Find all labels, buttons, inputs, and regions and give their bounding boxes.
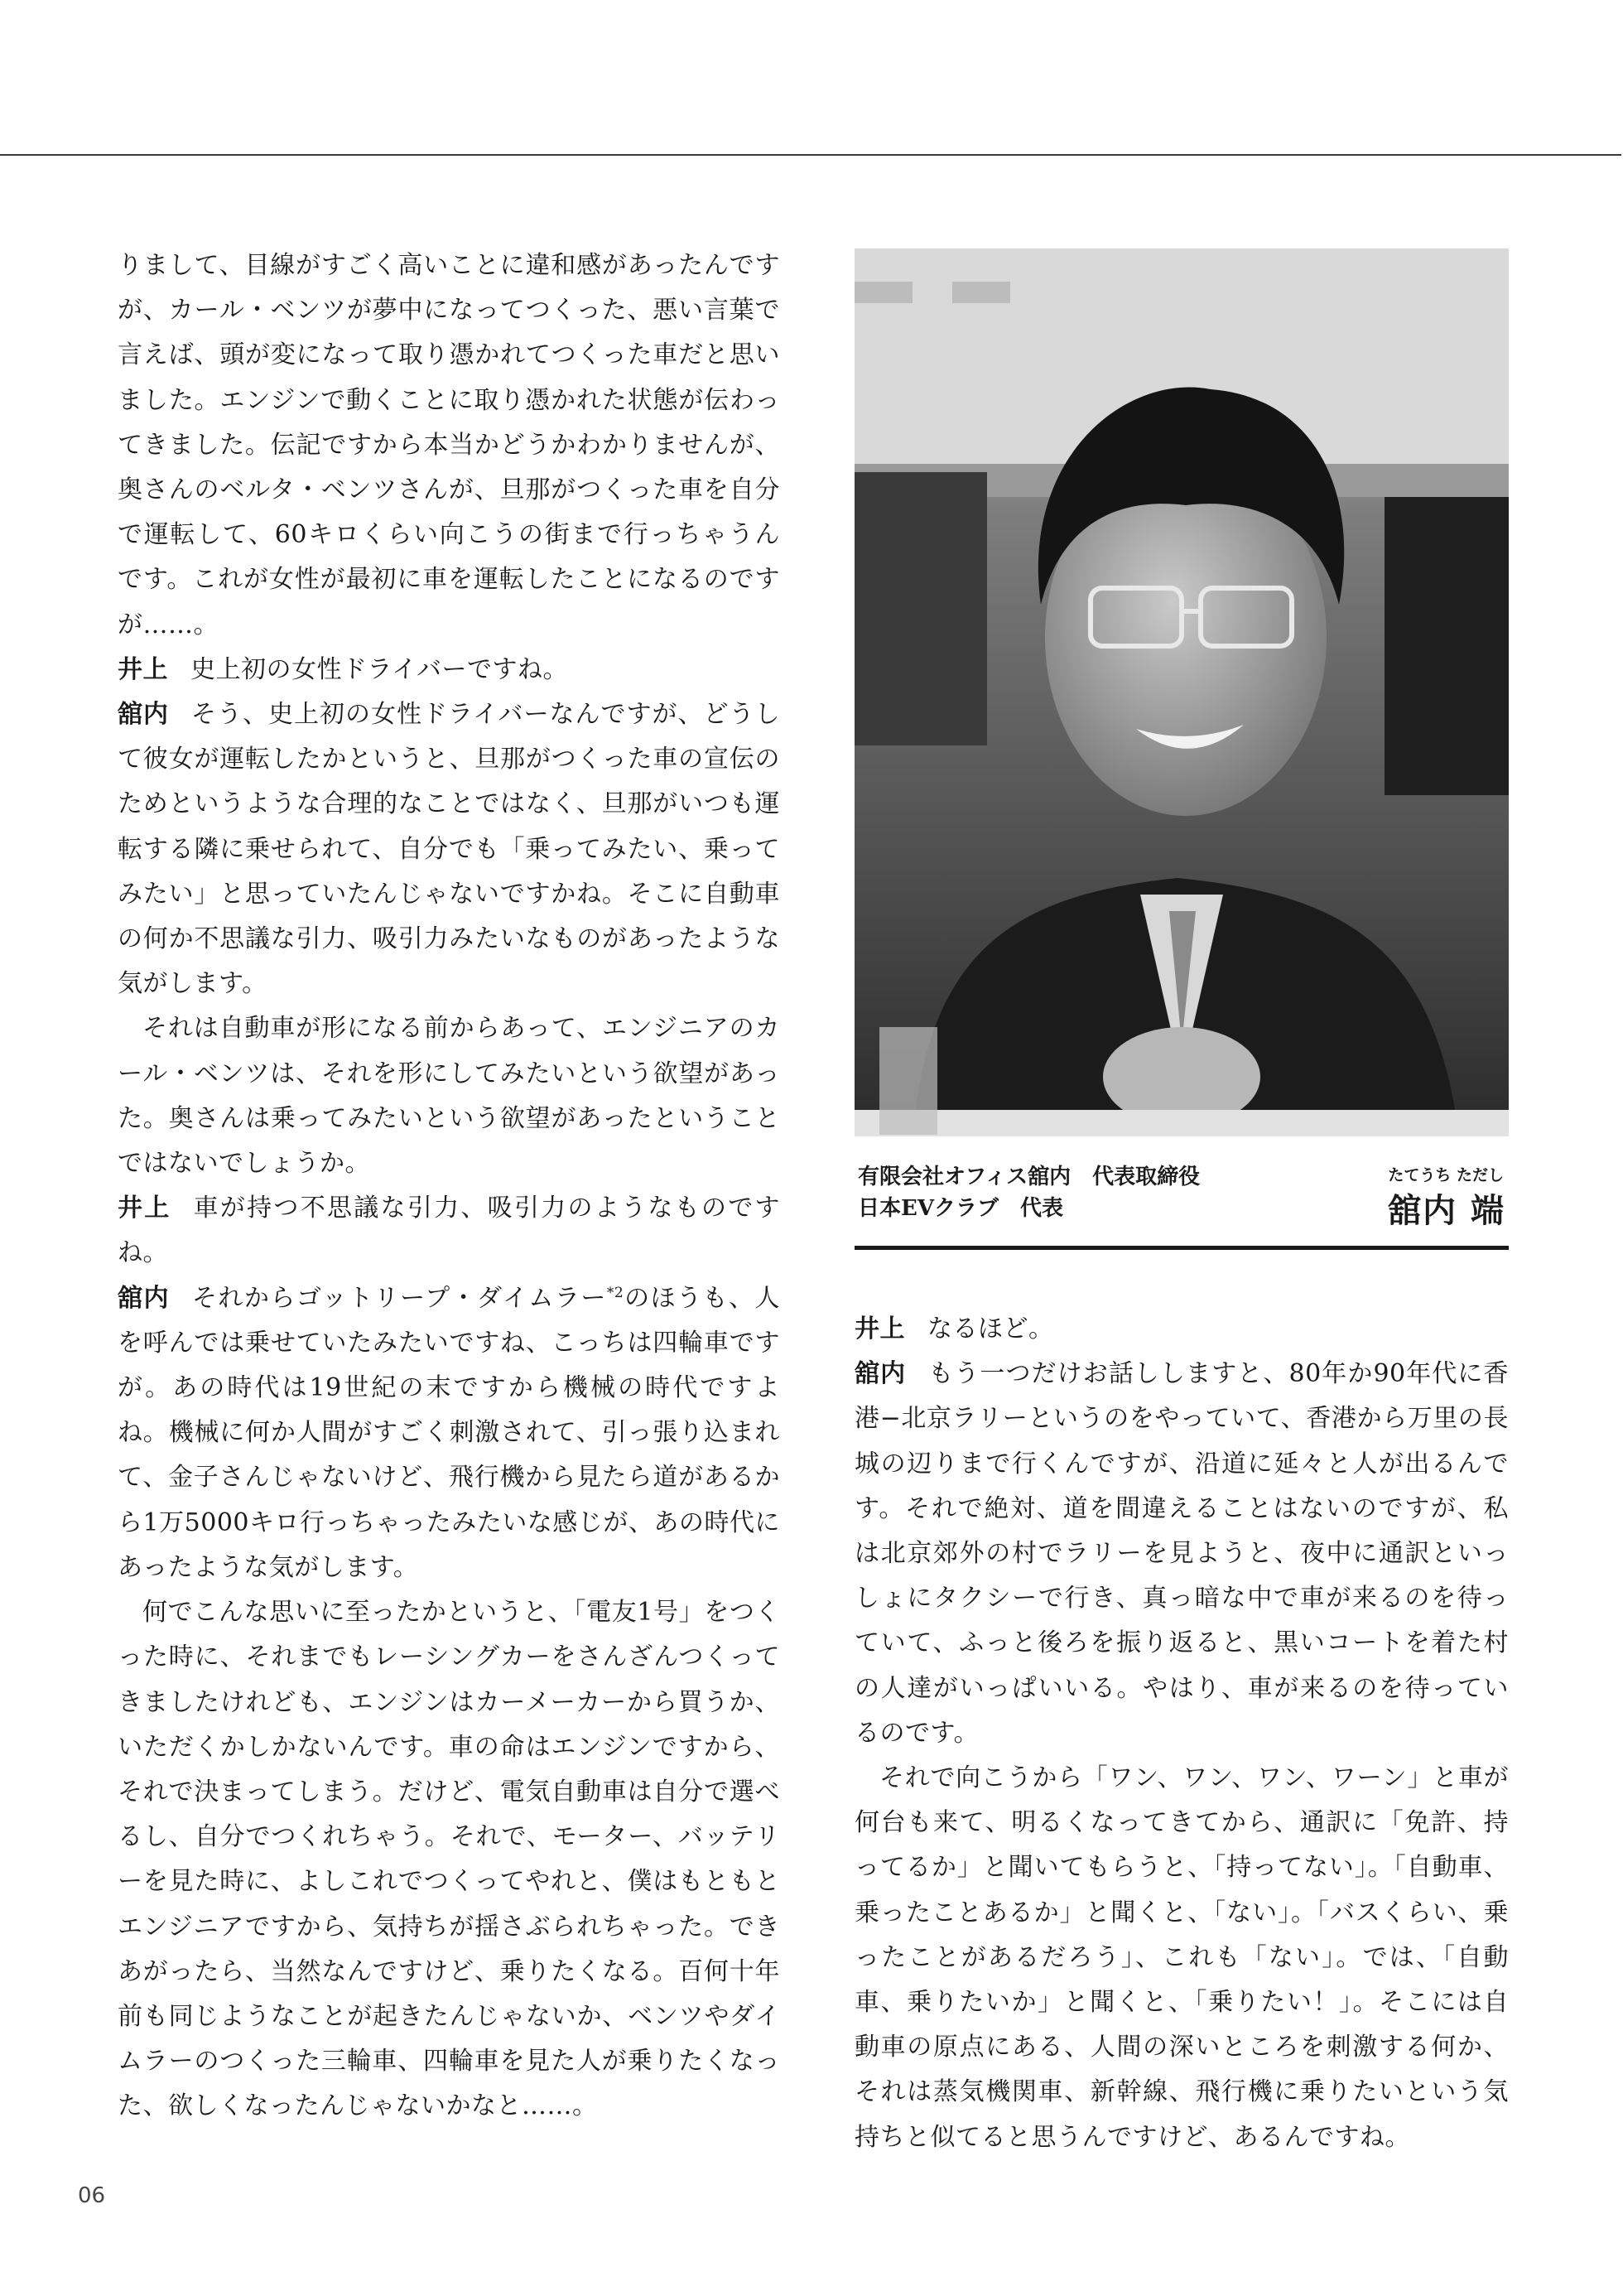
paragraph: それで向こうから「ワン、ワン、ワン、ワーン」と車が何台も来て、明るくなってきてから、通訳に「免許、持ってるか」と聞いてもらうと、「持ってない」。「自動車、乗ったことあるか」と聞くと、「ない」。「バスくらい、乗ったことがあるだろう」、これも「ない」。では、「自動車、乗りたいか」と聞くと、「乗りたい！」。そこには自動車の原点にある、人間の深いところを刺激する何か、それは蒸気機関車、新幹線、飛行機に乗りたいという気持ちと似てると思うんですけど、あるんですね。 — [855, 1763, 1509, 2152]
right-column — [855, 1307, 1509, 2160]
caption-rule — [855, 1246, 1509, 1250]
portrait-photo — [855, 248, 1509, 1136]
page-number: 06 — [78, 2183, 106, 2208]
speaker-label: 井上 — [118, 1194, 171, 1223]
photo-caption — [855, 1156, 1509, 1242]
paragraph: それは自動車が形になる前からあって、エンジニアのカール・ベンツは、それを形にしてみたいという欲望があった。奥さんは乗ってみたいという欲望があったということではないでしょうか。 — [118, 1014, 780, 1179]
speaker-label: 井上 — [118, 654, 168, 684]
speaker-label: 舘内 — [118, 700, 169, 730]
caption-name-reading: たてうち ただし — [1388, 1166, 1504, 1184]
speaker-label: 舘内 — [855, 1359, 907, 1389]
paragraph: りまして、目線がすごく高いことに違和感があったんですが、カール・ベンツが夢中になってつくった、悪い言葉で言えば、頭が変になって取り憑かれてつくった車だと思いました。エンジンで動くことに取り憑かれた状態が伝わってきました。伝記ですから本当かどうかわかりませんが、奥さんのベルタ・ベンツさんが、旦那がつくった車を自分で運転して、60キロくらい向こうの街まで行っちゃうんです。これが女性が最初に車を運転したことになるのですが……。 — [118, 251, 780, 639]
paragraph: 舘内 それからゴットリープ・ダイムラー$^{*2}$のほうも、人を呼んでは乗せていたみたいですね、こっちは四輪車ですが。あの時代は19世紀の末ですから機械の時代ですよね。機械に何か人間がすごく刺激されて、引っ張り込まれて、金子さんじゃないけど、飛行機から見たら道があるから1万5000キロ行っちゃったみたいな感じが、あの時代にあったような気がします。 — [118, 1283, 780, 1582]
header-rule — [0, 154, 1621, 156]
paragraph: 井上 史上初の女性ドライバーですね。 — [118, 654, 568, 684]
footnote-marker: *2 — [606, 1284, 624, 1301]
caption-organization: 有限会社オフィス舘内 代表取締役 — [858, 1165, 1201, 1189]
paragraph: 舘内 そう、史上初の女性ドライバーなんですが、どうして彼女が運転したかというと、旦那がつくった車の宣伝のためというような合理的なことではなく、旦那がいつも運転する隣に乗せられて、自分でも「乗ってみたい、乗ってみたい」と思っていたんじゃないですかね。そこに自動車の何か不思議な引力、吸引力みたいなものがあったような気がします。 — [118, 700, 780, 999]
left-column — [118, 244, 780, 2130]
speaker-label: 舘内 — [118, 1283, 170, 1313]
paragraph: 何でこんな思いに至ったかというと、「電友1号」をつくった時に、それまでもレーシングカーをさんざんつくってきましたけれども、エンジンはカーメーカーから買うか、いただくかしかないんです。車の命はエンジンですから、それで決まってしまう。だけど、電気自動車は自分で選べるし、自分でつくれちゃう。それで、モーター、バッテリーを見た時に、よしこれでつくってやれと、僕はもともとエンジニアですから、気持ちが揺さぶられちゃった。できあがったら、当然なんですけど、乗りたくなる。百何十年前も同じようなことが起きたんじゃないか、ベンツやダイムラーのつくった三輪車、四輪車を見た人が乗りたくなった、欲しくなったんじゃないかなと……。 — [118, 1598, 780, 2121]
caption-name: 舘内 端 — [1388, 1191, 1505, 1230]
speaker-label: 井上 — [855, 1314, 905, 1343]
paragraph: 舘内 もう一つだけお話ししますと、80年か90年代に香港−北京ラリーというのをやっていて、香港から万里の長城の辺りまで行くんですが、沿道に延々と人が出るんです。それで絶対、道を間違えることはないのですが、私は北京郊外の村でラリーを見ようと、夜中に通訳といっしょにタクシーで行き、真っ暗な中で車が来るのを待っていて、ふっと後ろを振り返ると、黒いコートを着た村の人達がいっぱいいる。やはり、車が来るのを待っているのです。 — [855, 1359, 1509, 1748]
caption-organization: 日本EVクラブ 代表 — [858, 1196, 1063, 1221]
paragraph: 井上 車が持つ不思議な引力、吸引力のようなものですね。 — [118, 1194, 781, 1268]
paragraph: 井上 なるほど。 — [855, 1314, 1054, 1343]
